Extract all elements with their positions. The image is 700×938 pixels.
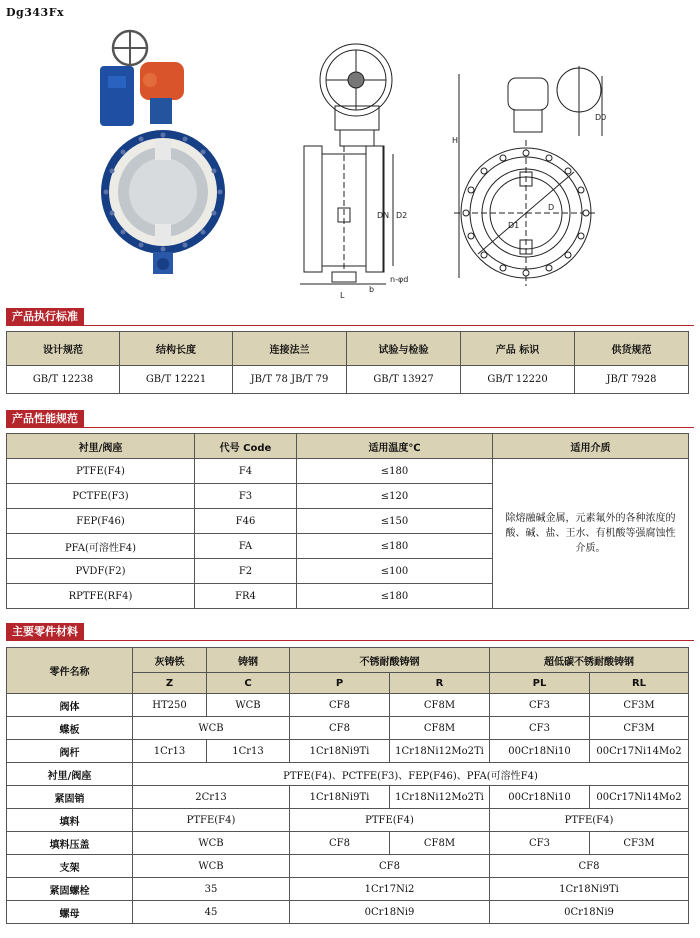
part-name: 阀杆 — [7, 740, 133, 763]
material-cell: 2Cr13 — [133, 786, 290, 809]
material-cell: CF3 — [490, 832, 590, 855]
standards-value: GB/T 12220 — [461, 366, 575, 394]
material-cell: PTFE(F4) — [290, 809, 490, 832]
perf-lining: PFA(可溶性F4) — [7, 534, 195, 559]
material-cell: WCB — [207, 694, 290, 717]
standards-header: 供货规范 — [575, 332, 689, 366]
part-name: 螺母 — [7, 901, 133, 924]
standards-value: GB/T 12238 — [7, 366, 120, 394]
perf-code: F2 — [195, 559, 297, 584]
material-cell: 00Cr18Ni10 — [490, 740, 590, 763]
material-cell: CF3M — [590, 832, 689, 855]
material-cell: 1Cr18Ni9Ti — [290, 786, 390, 809]
material-cell: 1Cr18Ni12Mo2Ti — [390, 740, 490, 763]
perf-temp: ≤180 — [297, 584, 493, 609]
material-cell: CF8M — [390, 832, 490, 855]
materials-group-header: 铸钢 — [207, 648, 290, 673]
part-name: 阀体 — [7, 694, 133, 717]
perf-medium: 除熔融碱金属，元素氟外的各种浓度的酸、碱、盐、王水、有机酸等强腐蚀性介质。 — [493, 459, 689, 609]
perf-code: FA — [195, 534, 297, 559]
material-cell: CF8 — [290, 694, 390, 717]
part-name: 填料压盖 — [7, 832, 133, 855]
material-cell: 00Cr18Ni10 — [490, 786, 590, 809]
section-divider — [6, 325, 694, 326]
materials-table — [6, 647, 689, 924]
material-cell: 0Cr18Ni9 — [290, 901, 490, 924]
dim-d1: D1 — [508, 221, 520, 230]
perf-lining: FEP(F46) — [7, 509, 195, 534]
perf-header: 代号 Code — [195, 434, 297, 459]
standards-header: 设计规范 — [7, 332, 120, 366]
material-cell: HT250 — [133, 694, 207, 717]
standards-header: 试验与检验 — [347, 332, 461, 366]
dim-d2: D2 — [396, 211, 408, 220]
model-code: Dg343Fx — [6, 6, 65, 19]
standards-value: GB/T 12221 — [120, 366, 233, 394]
part-name: 衬里/阀座 — [7, 763, 133, 786]
section-divider — [6, 427, 694, 428]
standards-header: 结构长度 — [120, 332, 233, 366]
material-cell: CF8 — [490, 855, 689, 878]
material-cell: PTFE(F4) — [490, 809, 689, 832]
dim-dn: DN — [377, 211, 390, 220]
material-cell: 1Cr18Ni12Mo2Ti — [390, 786, 490, 809]
perf-temp: ≤180 — [297, 534, 493, 559]
materials-code-header: C — [207, 673, 290, 694]
materials-group-header: 灰铸铁 — [133, 648, 207, 673]
standards-value: GB/T 13927 — [347, 366, 461, 394]
material-cell: WCB — [133, 717, 290, 740]
materials-code-header: R — [390, 673, 490, 694]
section-title-materials: 主要零件材料 — [6, 623, 84, 640]
perf-lining: PCTFE(F3) — [7, 484, 195, 509]
valve-photo — [100, 31, 225, 274]
material-cell: 35 — [133, 878, 290, 901]
material-cell: 45 — [133, 901, 290, 924]
perf-temp: ≤150 — [297, 509, 493, 534]
dim-d0: D0 — [595, 113, 607, 122]
materials-part-name-header: 零件名称 — [7, 648, 133, 694]
perf-header: 适用温度℃ — [297, 434, 493, 459]
material-cell: 1Cr18Ni9Ti — [290, 740, 390, 763]
materials-code-header: Z — [133, 673, 207, 694]
material-cell: 00Cr17Ni14Mo2 — [590, 740, 689, 763]
material-cell: WCB — [133, 832, 290, 855]
material-cell: CF3 — [490, 694, 590, 717]
material-cell: CF8M — [390, 717, 490, 740]
part-name: 蝶板 — [7, 717, 133, 740]
material-cell: 1Cr13 — [207, 740, 290, 763]
part-name: 填料 — [7, 809, 133, 832]
material-cell: CF3 — [490, 717, 590, 740]
valve-figures — [0, 28, 700, 300]
materials-code-header: RL — [590, 673, 689, 694]
section-title-standards: 产品执行标准 — [6, 308, 84, 325]
performance-table — [6, 433, 689, 609]
perf-temp: ≤100 — [297, 559, 493, 584]
material-cell: CF3M — [590, 717, 689, 740]
part-name: 紧固销 — [7, 786, 133, 809]
part-name: 紧固螺栓 — [7, 878, 133, 901]
material-cell: CF8 — [290, 717, 390, 740]
material-cell: 1Cr17Ni2 — [290, 878, 490, 901]
material-cell: CF8M — [390, 694, 490, 717]
perf-lining: RPTFE(RF4) — [7, 584, 195, 609]
materials-group-header: 超低碳不锈耐酸铸钢 — [490, 648, 689, 673]
standards-header: 连接法兰 — [233, 332, 347, 366]
perf-lining: PVDF(F2) — [7, 559, 195, 584]
dim-h: H — [452, 136, 459, 145]
perf-code: FR4 — [195, 584, 297, 609]
material-cell: CF8 — [290, 855, 490, 878]
materials-group-header: 不锈耐酸铸钢 — [290, 648, 490, 673]
standards-value: JB/T 7928 — [575, 366, 689, 394]
perf-header: 衬里/阀座 — [7, 434, 195, 459]
perf-code: F4 — [195, 459, 297, 484]
material-cell: 00Cr17Ni14Mo2 — [590, 786, 689, 809]
part-name: 支架 — [7, 855, 133, 878]
material-cell: CF3M — [590, 694, 689, 717]
material-cell: PTFE(F4)、PCTFE(F3)、FEP(F46)、PFA(可溶性F4) — [133, 763, 689, 786]
material-cell: 1Cr18Ni9Ti — [490, 878, 689, 901]
side-view-drawing — [300, 44, 393, 284]
materials-code-header: P — [290, 673, 390, 694]
perf-lining: PTFE(F4) — [7, 459, 195, 484]
perf-temp: ≤120 — [297, 484, 493, 509]
perf-header: 适用介质 — [493, 434, 689, 459]
dim-n-phi-d: n-φd — [390, 275, 409, 284]
side-view-labels — [340, 211, 408, 300]
dim-b: b — [369, 285, 375, 294]
standards-value: JB/T 78 JB/T 79 — [233, 366, 347, 394]
dim-d: D — [548, 203, 555, 212]
dim-l: L — [340, 291, 345, 300]
material-cell: 0Cr18Ni9 — [490, 901, 689, 924]
materials-code-header: PL — [490, 673, 590, 694]
material-cell: PTFE(F4) — [133, 809, 290, 832]
material-cell: 1Cr13 — [133, 740, 207, 763]
section-divider — [6, 640, 694, 641]
standards-table — [6, 331, 689, 394]
perf-temp: ≤180 — [297, 459, 493, 484]
perf-code: F46 — [195, 509, 297, 534]
front-view-drawing — [454, 66, 602, 286]
perf-code: F3 — [195, 484, 297, 509]
material-cell: CF8 — [290, 832, 390, 855]
material-cell: WCB — [133, 855, 290, 878]
section-title-performance: 产品性能规范 — [6, 410, 84, 427]
standards-header: 产品 标识 — [461, 332, 575, 366]
